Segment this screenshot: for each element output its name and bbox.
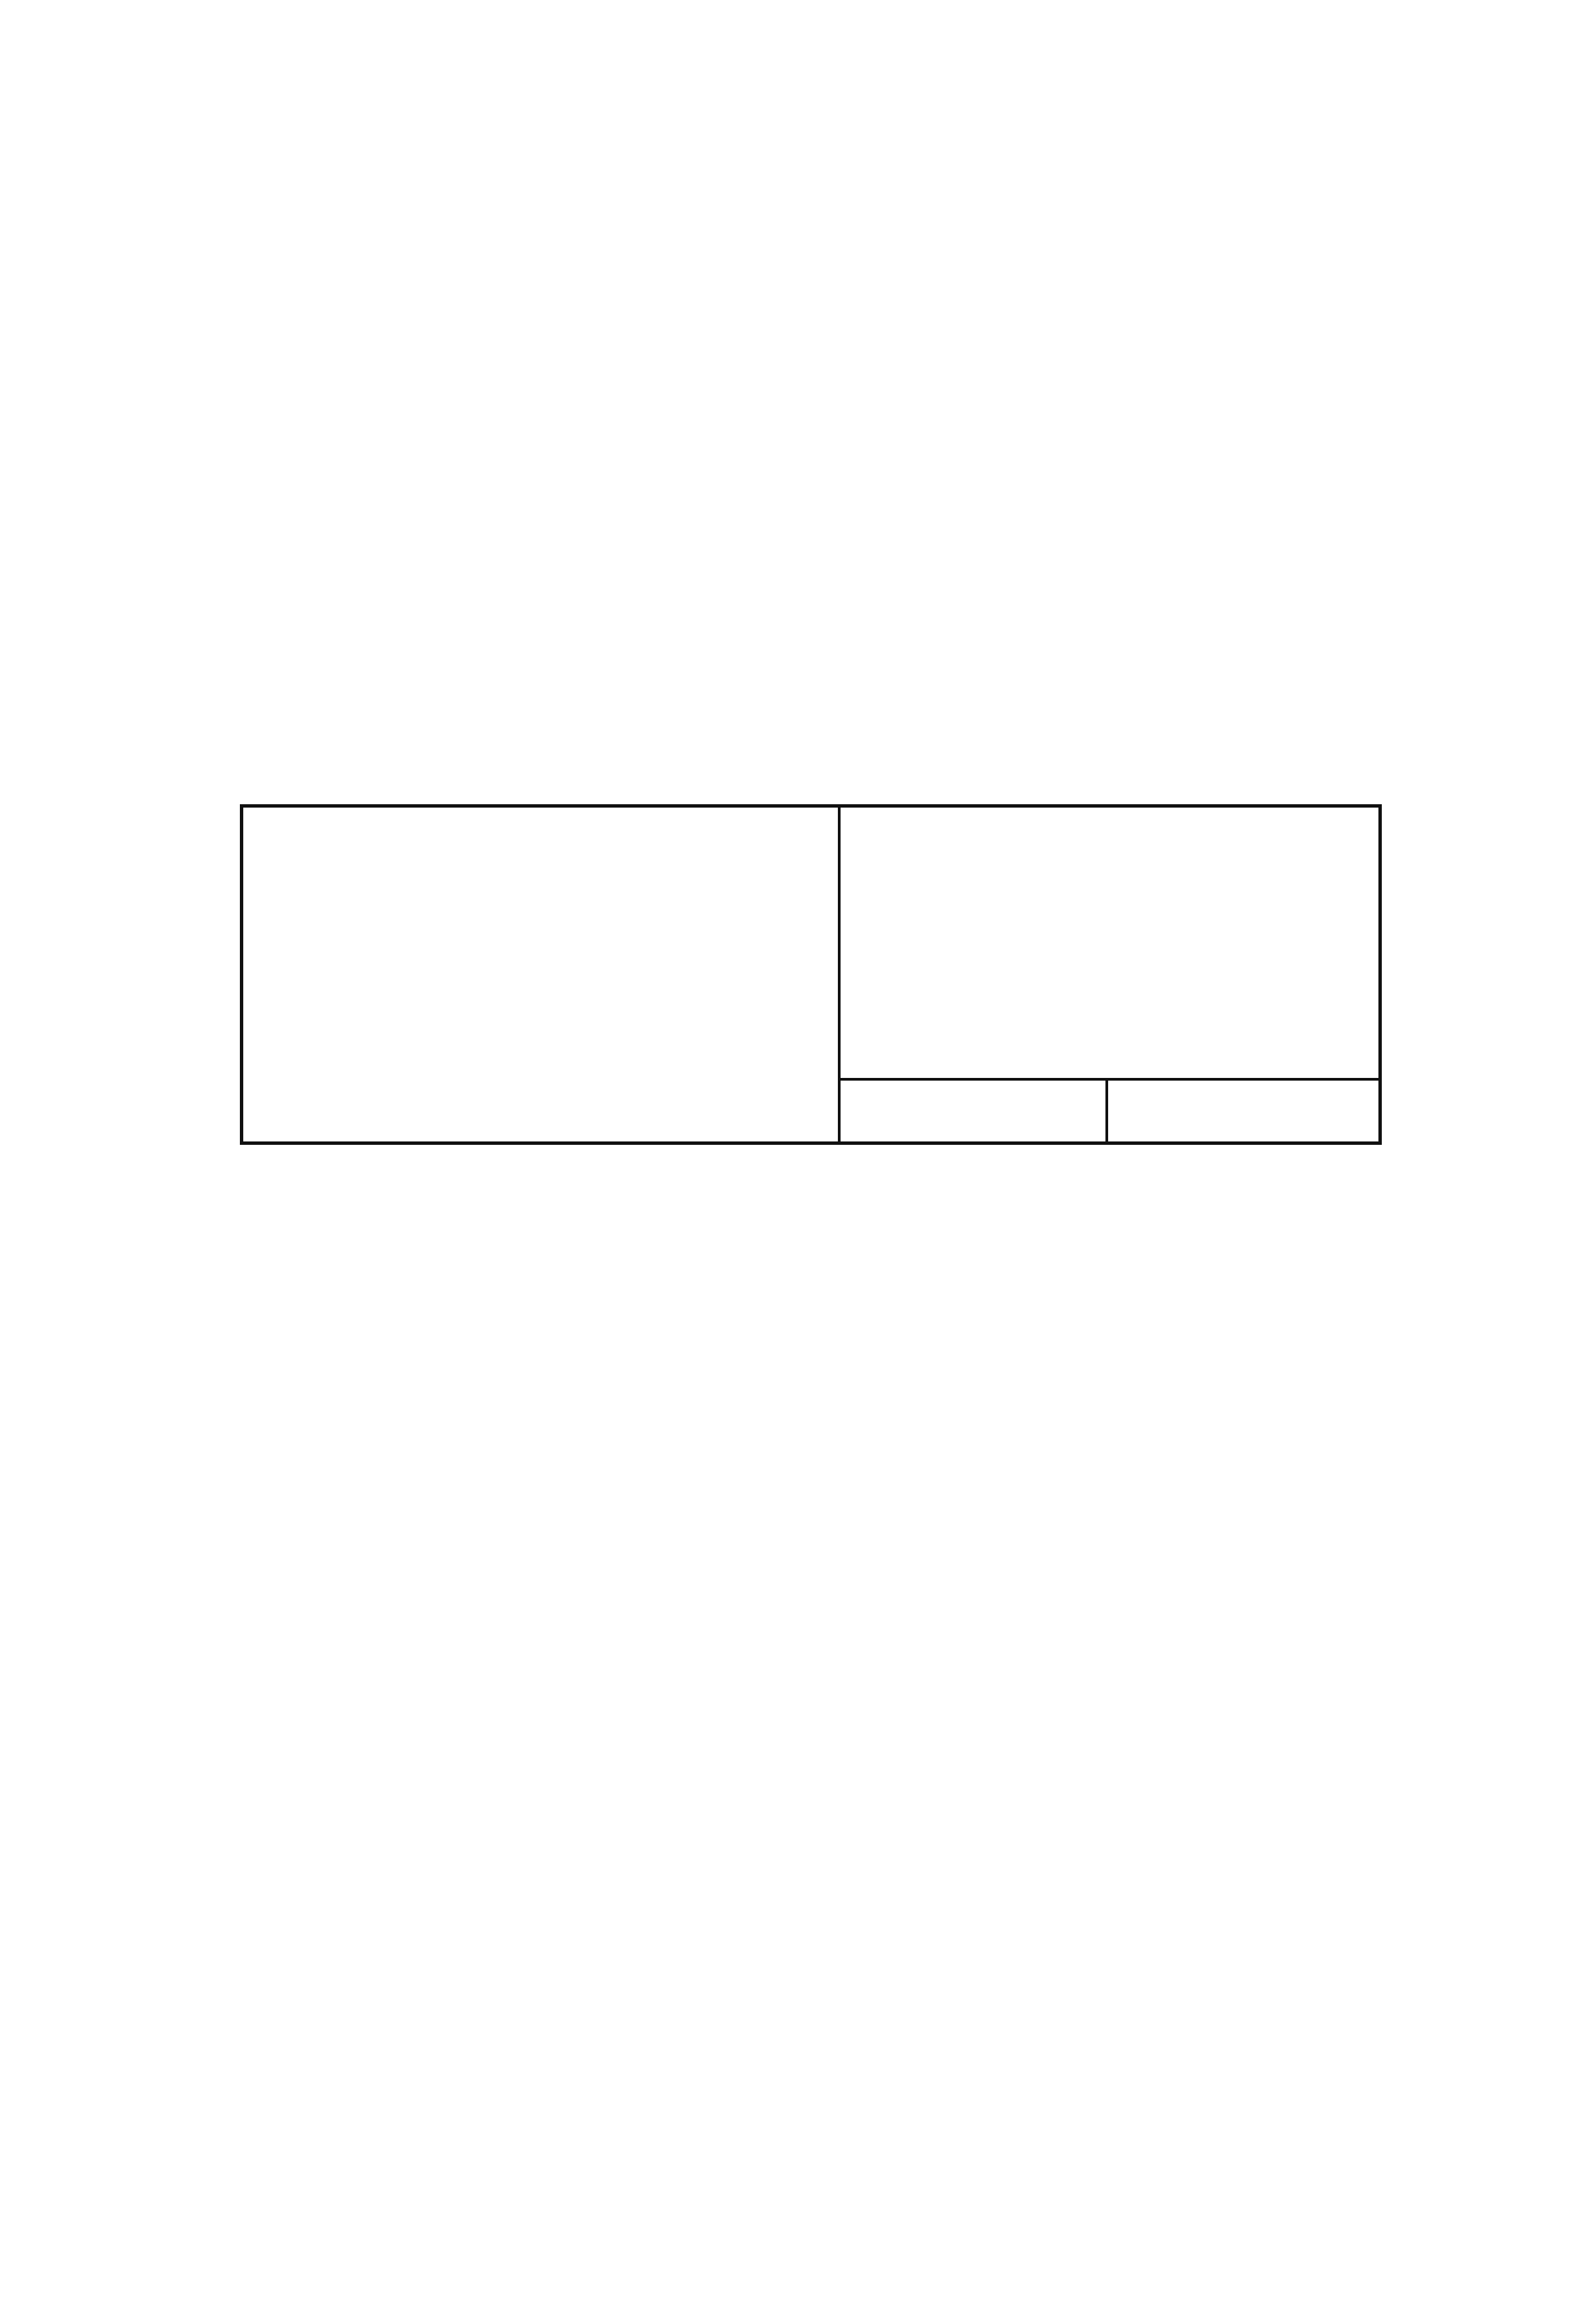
subheader-95-120	[1107, 1079, 1380, 1143]
header-profession	[242, 806, 840, 1143]
header-quantity	[839, 806, 1380, 1080]
subheader-up-to-70	[839, 1079, 1107, 1143]
crew-table	[240, 804, 1382, 1145]
